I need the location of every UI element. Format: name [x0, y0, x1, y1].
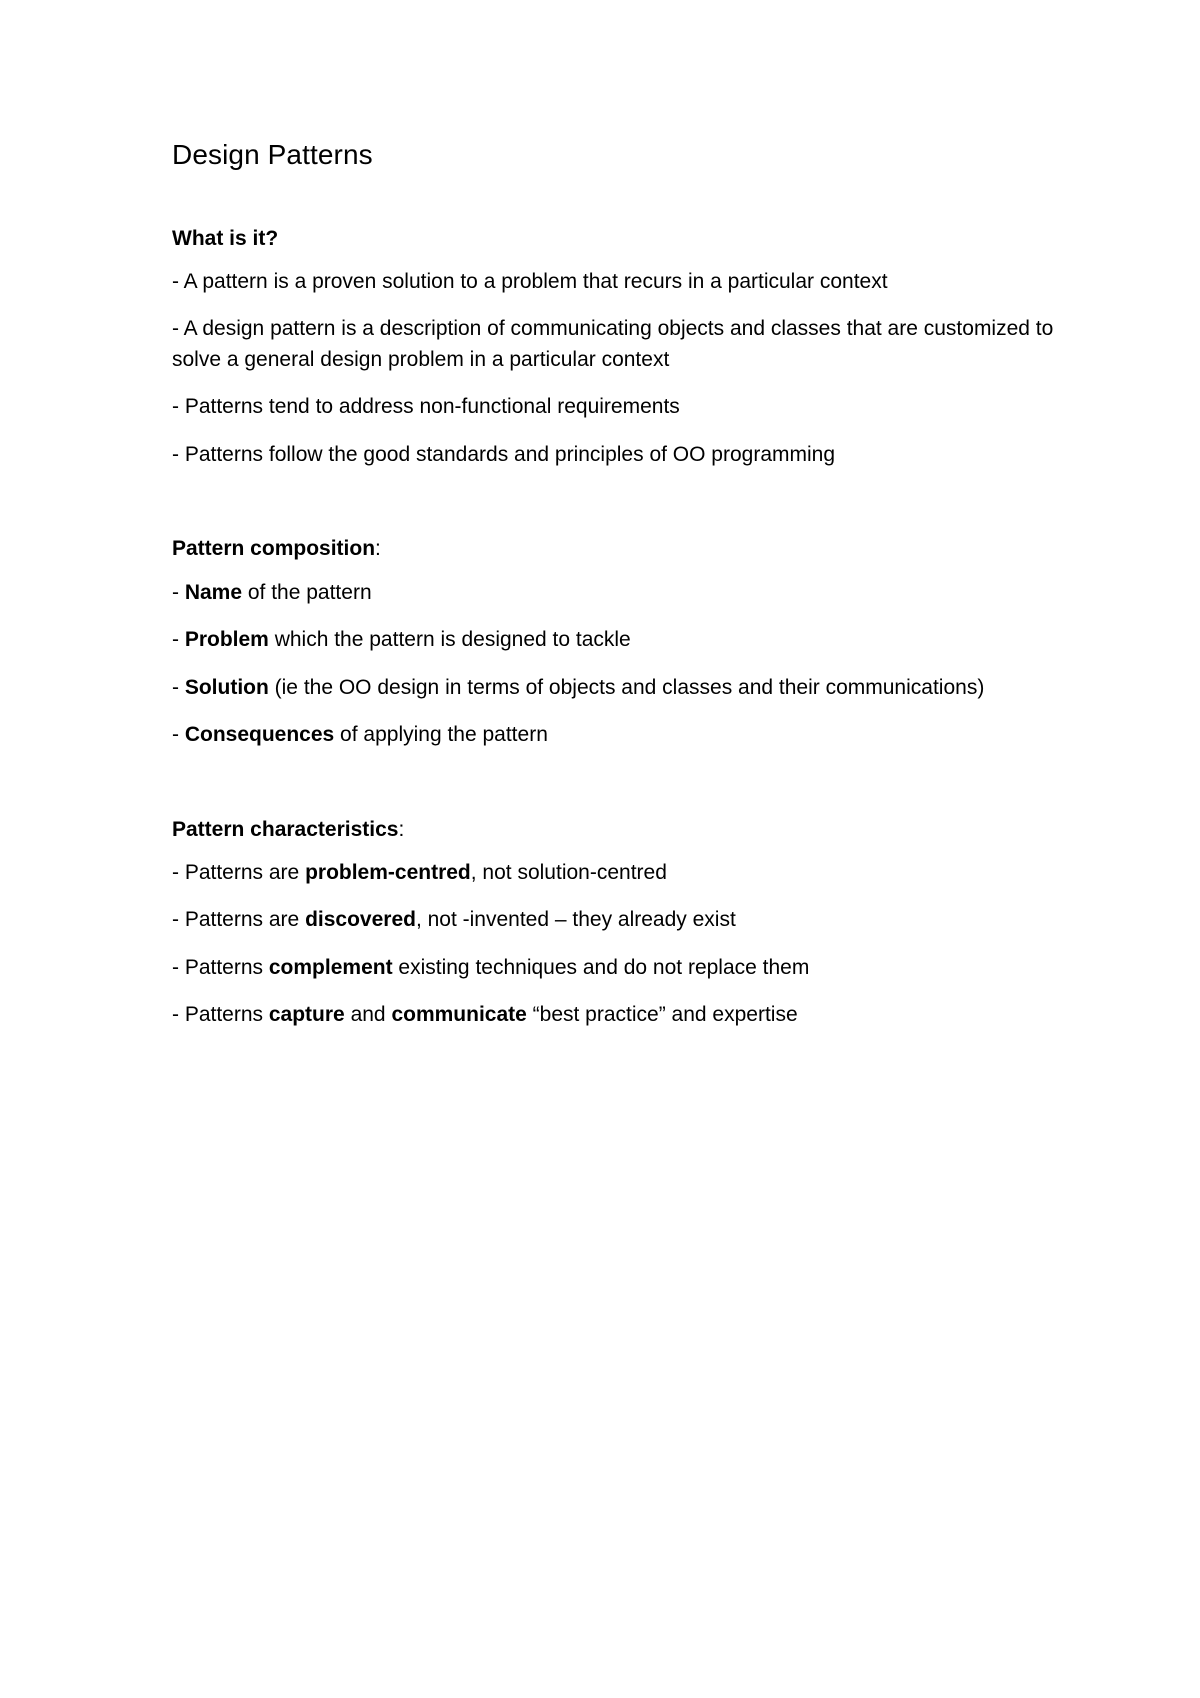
item-text: - Patterns: [172, 1003, 269, 1027]
item-text: which the pattern is designed to tackle: [268, 628, 631, 652]
section-what-is-it: [172, 226, 1072, 471]
item-text: - Patterns: [172, 955, 269, 979]
item-text: of the pattern: [242, 580, 372, 604]
list-item: [172, 577, 1072, 609]
item-prefix: -: [172, 675, 185, 699]
list-item: [172, 999, 1072, 1031]
section-heading-text: Pattern composition: [172, 537, 376, 561]
item-term: Solution: [184, 675, 269, 699]
item-text: of applying the pattern: [334, 723, 548, 747]
section-heading: [172, 817, 1072, 843]
item-term: Consequences: [184, 723, 335, 747]
item-term: Problem: [184, 628, 269, 652]
list-item: - A pattern is a proven solution to a problem that recurs in a particular context: [172, 269, 888, 293]
item-term: complement: [268, 955, 393, 979]
list-item: - A design pattern is a description of communicating objects and classes that are customized to solve a general design problem in a particular context: [172, 317, 1054, 372]
item-text: - Patterns are: [172, 860, 306, 884]
list-item: [172, 904, 1072, 936]
section-pattern-characteristics: [172, 817, 1072, 1031]
list-item: - Patterns tend to address non-functional requirements: [172, 395, 680, 419]
section-pattern-composition: [172, 536, 1072, 750]
list-item: [172, 857, 1072, 889]
item-text: existing techniques and do not replace them: [392, 955, 810, 979]
section-heading-colon: :: [398, 817, 405, 841]
item-text: - Patterns are: [172, 908, 306, 932]
section-heading: What is it?: [172, 226, 279, 250]
item-prefix: -: [172, 723, 185, 747]
item-prefix: -: [172, 580, 185, 604]
item-text: “best practice” and expertise: [526, 1003, 798, 1027]
list-item: [172, 672, 1072, 704]
item-term: problem-centred: [305, 860, 471, 884]
section-heading-text: Pattern characteristics: [172, 817, 399, 841]
item-term: discovered: [305, 908, 416, 932]
item-prefix: -: [172, 628, 185, 652]
document-page: [172, 138, 1072, 1047]
list-item: [172, 624, 1072, 656]
item-term: capture: [268, 1003, 345, 1027]
list-item: - Patterns follow the good standards and principles of OO programming: [172, 442, 836, 466]
list-item: [172, 719, 1072, 751]
section-heading: [172, 536, 1072, 562]
item-text: , not -invented – they already exist: [415, 908, 736, 932]
item-term: Name: [184, 580, 243, 604]
list-item: [172, 952, 1072, 984]
item-text: (ie the OO design in terms of objects and classes and their communications): [268, 675, 985, 699]
document-title: Design Patterns: [172, 139, 373, 170]
item-text: and: [344, 1003, 392, 1027]
item-term: communicate: [391, 1003, 527, 1027]
item-text: , not solution-centred: [470, 860, 667, 884]
section-heading-colon: :: [375, 537, 381, 561]
